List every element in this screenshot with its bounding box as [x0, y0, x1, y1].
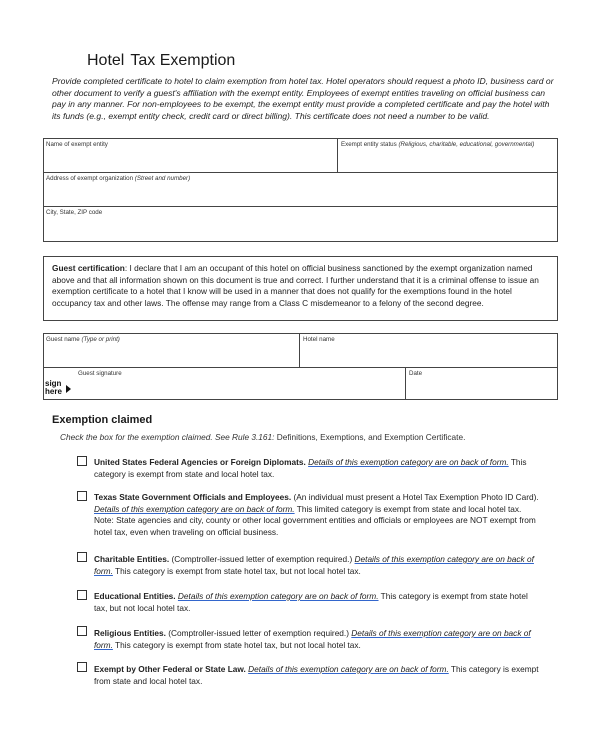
exemption-checkbox-religious[interactable] — [77, 626, 87, 636]
exemption-sub-prefix: Check the box for the exemption claimed. See Rule 3.161: — [60, 432, 275, 442]
hotel-name-label: Hotel name — [303, 336, 335, 343]
exemption-checkbox-texas-state[interactable] — [77, 491, 87, 501]
guest-signature-field[interactable] — [75, 367, 405, 400]
entity-name-field[interactable] — [43, 138, 337, 172]
exemption-title: Charitable Entities. — [94, 554, 170, 564]
page-title — [87, 52, 235, 70]
entity-status-label: Exempt entity status — [341, 141, 397, 148]
exemption-title: Texas State Government Officials and Employees. — [94, 492, 292, 502]
sign-here-flag — [45, 380, 62, 396]
exemption-post: This category is exempt from state hotel tax, but not local hotel tax. — [112, 639, 361, 650]
guest-cert-heading: Guest certification — [52, 263, 125, 273]
exemption-post: This category is exempt from state and local hotel tax. — [94, 664, 539, 686]
exemption-subheading — [60, 432, 465, 442]
exemption-heading: Exemption claimed — [52, 414, 153, 426]
entity-name-label: Name of exempt entity — [46, 141, 108, 148]
entity-address-label: Address of exempt organization — [46, 175, 134, 182]
sign-here-line1: sign — [45, 379, 62, 388]
exemption-title: Exempt by Other Federal or State Law. — [94, 664, 246, 674]
exemption-checkbox-charitable[interactable] — [77, 552, 87, 562]
guest-cert-text: : I declare that I am an occupant of this hotel on official business sanctioned by the exempt organization named above and that all information shown on this document is true and correct. I further understand that it is a criminal offense to issue an exemption certificate to a hotel that I know will be used in a manner that does not qualify for the exemptions found in the hotel occupancy tax and other laws. The offense may range from a Class C misdemeanor to a felony of the second degree. — [52, 263, 539, 308]
entity-status-field[interactable] — [338, 138, 558, 172]
exemption-item-texas-state — [94, 492, 542, 538]
entity-address-hint: (Street and number) — [134, 175, 191, 182]
exemption-title: Religious Entities. — [94, 628, 166, 638]
exemption-details-link[interactable]: Details of this exemption category are on back of form. — [177, 591, 379, 601]
exemption-post: This category is exempt from state and local hotel tax. — [94, 457, 527, 479]
exemption-post: This category is exempt from state hotel tax, but not local hotel tax. — [112, 565, 361, 576]
guest-name-label: Guest name — [46, 336, 80, 343]
exemption-details-link[interactable]: Details of this exemption category are on back of form. — [94, 628, 531, 650]
exemption-checkbox-federal[interactable] — [77, 456, 87, 466]
exemption-post: This limited category is exempt from state and local hotel tax. Note: State agencies and city, county or other local government entities and officials or employees are NOT exempt from hotel tax, even when traveling on official business. — [94, 503, 536, 537]
entity-status-hint: (Religious, charitable, educational, governmental) — [398, 141, 535, 148]
exemption-item-charitable — [94, 554, 542, 577]
guest-name-field[interactable] — [43, 333, 299, 367]
exemption-item-religious — [94, 628, 542, 651]
exemption-details-link[interactable]: Details of this exemption category are on back of form. — [308, 457, 509, 467]
guest-signature-label: Guest signature — [78, 370, 122, 377]
date-field[interactable] — [406, 367, 558, 400]
entity-address-field[interactable] — [43, 172, 558, 206]
sign-here-arrow-icon — [66, 385, 71, 393]
hotel-name-field[interactable] — [300, 333, 558, 367]
exemption-pre: (Comptroller-issued letter of exemption required.) — [169, 554, 355, 564]
exemption-title: Educational Entities. — [94, 591, 176, 601]
exemption-post: This category is exempt from state hotel tax, but not local hotel tax. — [94, 591, 528, 613]
exemption-pre: (An individual must present a Hotel Tax Exemption Photo ID Card). — [291, 492, 539, 502]
sign-here-line2: here — [45, 387, 62, 396]
exemption-checkbox-other-law[interactable] — [77, 662, 87, 672]
exemption-details-link[interactable]: Details of this exemption category are on back of form. — [248, 664, 449, 674]
exemption-item-federal — [94, 457, 542, 480]
guest-certification — [43, 256, 558, 321]
exemption-checkbox-educational[interactable] — [77, 590, 87, 600]
exemption-item-other-law — [94, 664, 542, 687]
intro-instructions: Provide completed certificate to hotel to claim exemption from hotel tax. Hotel operators should request a photo ID, business card or other document to verify a guest's affiliation with the exempt entity. Employees of exempt entities traveling on official business can pay in any manner. For non-employees to be exempt, the exempt entity must provide a completed certificate and pay the hotel with its funds (e.g., exempt entity check, credit card or direct billing). This certificate does not need a number to be valid. — [52, 76, 554, 122]
title-part-hotel: Hotel — [87, 52, 125, 69]
date-label: Date — [409, 370, 423, 377]
title-part-tax-exemption: Tax Exemption — [130, 52, 236, 69]
exemption-details-link[interactable]: Details of this exemption category are on back of form. — [94, 503, 295, 514]
exemption-details-link[interactable]: Details of this exemption category are on back of form. — [94, 554, 534, 576]
entity-city-label: City, State, ZIP code — [46, 209, 103, 216]
guest-name-hint: (Type or print) — [81, 336, 120, 343]
exemption-pre: (Comptroller-issued letter of exemption required.) — [165, 628, 352, 638]
exemption-title: United States Federal Agencies or Foreign Diplomats. — [94, 457, 306, 467]
entity-city-field[interactable] — [43, 206, 558, 242]
exemption-sub-suffix: Definitions, Exemptions, and Exemption Certificate. — [274, 432, 466, 442]
exemption-item-educational — [94, 591, 542, 614]
